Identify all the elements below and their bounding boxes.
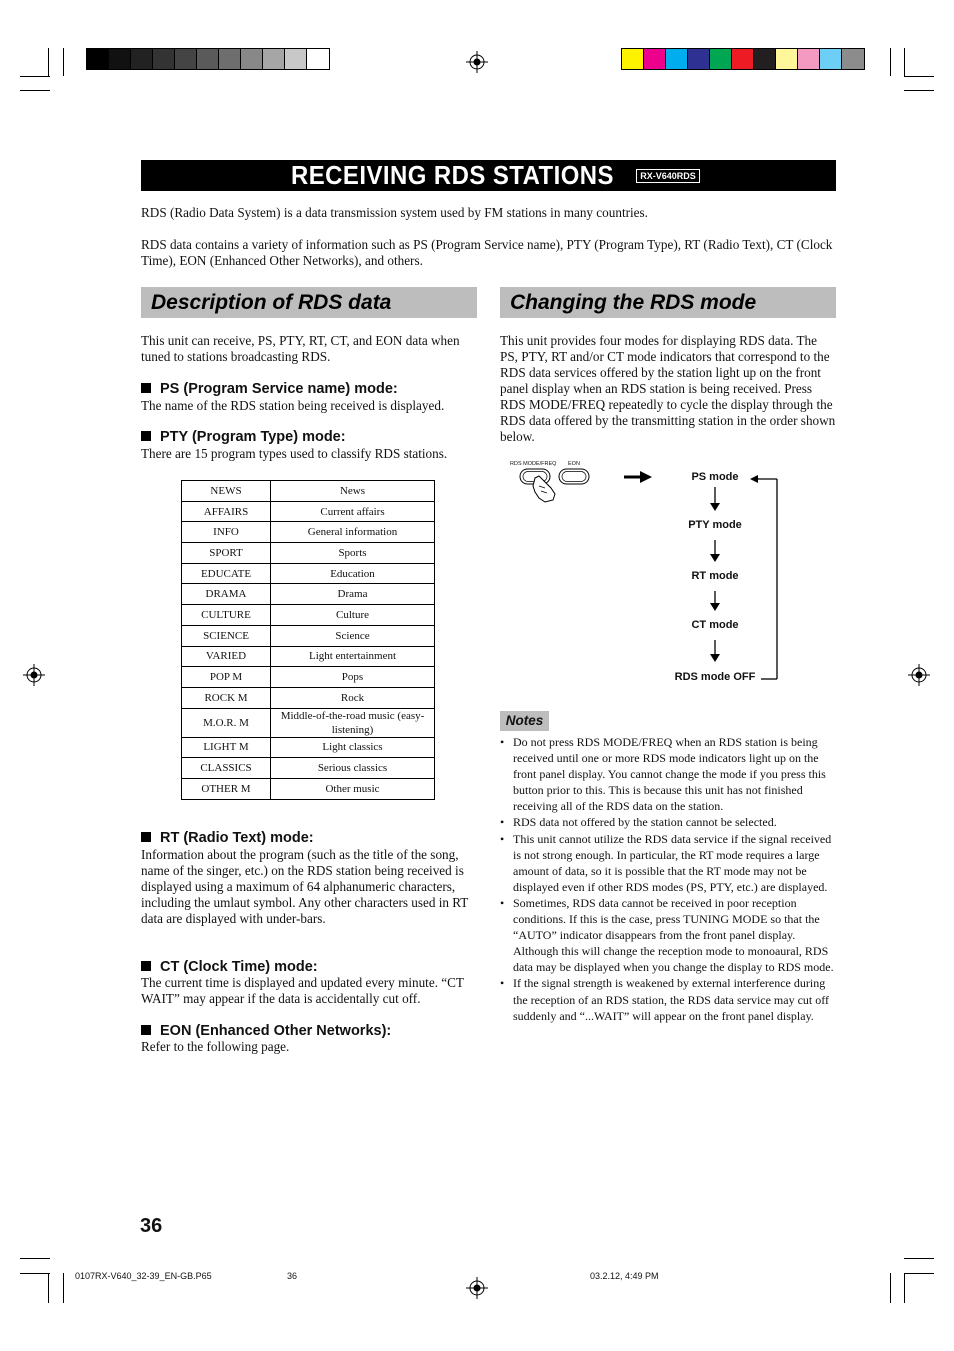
registration-mark-icon [23,664,45,686]
mode-ct: CT mode [691,619,739,631]
page-number: 36 [140,1215,163,1237]
grayscale-calibration-bar [86,48,330,70]
crop-mark [48,1273,49,1303]
pty-mode-heading: PTY (Program Type) mode: [141,429,346,446]
color-calibration-bar [621,48,865,70]
crop-mark [20,1258,50,1259]
calibration-swatch [241,49,263,69]
pty-description-cell: News [271,481,435,502]
list-item: • If the signal strength is weakened by external interference during the reception of an RDS station, the RDS data service may cut off suddenly and “...WAIT” will appear on the front panel display. [500,975,836,1023]
square-bullet-icon [141,383,151,393]
crop-mark [904,76,934,77]
pty-code-cell: VARIED [182,646,271,667]
pty-code-cell: POP M [182,667,271,688]
pty-description-cell: Serious classics [271,758,435,779]
table-row [182,646,435,667]
pty-description-cell: Science [271,625,435,646]
pty-description-cell: Sports [271,543,435,564]
pty-code-cell: INFO [182,522,271,543]
crop-mark [63,1273,64,1303]
table-row [182,543,435,564]
pty-description-cell: Light classics [271,737,435,758]
pty-description-cell: Other music [271,778,435,799]
calibration-swatch [263,49,285,69]
crop-mark [20,1273,50,1274]
mode-ps: PS mode [691,471,739,483]
list-item: • This unit cannot utilize the RDS data service if the signal received is not strong enough. In particular, the RT mode requires a large amount of data, so it is possible that the RT mode may not be displayed even if other RDS modes (PS, PTY, etc.) are displayed. [500,831,836,895]
pty-description-cell: Drama [271,584,435,605]
table-row [182,687,435,708]
intro-paragraph-2: RDS data contains a variety of information such as PS (Program Service name), PTY (Program Type), RT (Radio Text), CT (Clock Time), EON (Enhanced Other Networks), and others. [141,237,833,268]
calibration-swatch [688,49,710,69]
mode-rds-off: RDS mode OFF [674,671,756,683]
mode-cycle-arrows-icon [700,470,790,690]
pty-description-cell: General information [271,522,435,543]
square-bullet-icon [141,832,151,842]
calibration-swatch [776,49,798,69]
table-row [182,737,435,758]
pty-code-cell: M.O.R. M [182,708,271,737]
table-row [182,625,435,646]
footer-date: 03.2.12, 4:49 PM [590,1271,659,1281]
calibration-swatch [219,49,241,69]
square-bullet-icon [141,961,151,971]
calibration-swatch [175,49,197,69]
pty-code-cell: LIGHT M [182,737,271,758]
calibration-swatch [109,49,131,69]
calibration-swatch [87,49,109,69]
crop-mark [904,48,905,76]
calibration-swatch [622,49,644,69]
crop-mark [904,1273,934,1274]
button-label-rds-mode-freq: RDS MODE/FREQ [510,461,557,467]
square-bullet-icon [141,431,151,441]
pty-code-cell: CLASSICS [182,758,271,779]
program-type-table [181,480,435,800]
pty-description-cell: Culture [271,605,435,626]
calibration-swatch [153,49,175,69]
crop-mark [904,1273,905,1303]
calibration-swatch [131,49,153,69]
section-heading-changing-mode: Changing the RDS mode [500,287,836,318]
description-intro: This unit can receive, PS, PTY, RT, CT, and EON data when tuned to stations broadcasting RDS. [141,333,460,364]
crop-mark [890,1273,891,1303]
mode-rt: RT mode [691,570,739,582]
calibration-swatch [842,49,864,69]
registration-mark-icon [908,664,930,686]
ps-mode-body: The name of the RDS station being received is displayed. [141,398,445,413]
pty-description-cell: Current affairs [271,501,435,522]
crop-mark [48,48,49,76]
list-item: • Sometimes, RDS data cannot be received in poor reception conditions. If this is the case, press TUNING MODE so that the “AUTO” indicator disappears from the front panel display. Although this will change the reception mode to monoaural, RDS data may be displayed when you change the display to RDS mode. [500,895,836,975]
registration-mark-icon [466,1277,488,1299]
footer-page: 36 [287,1271,298,1281]
pty-description-cell: Light entertainment [271,646,435,667]
pty-code-cell: SPORT [182,543,271,564]
calibration-swatch [754,49,776,69]
pty-description-cell: Rock [271,687,435,708]
calibration-swatch [197,49,219,69]
list-item: • RDS data not offered by the station cannot be selected. [500,814,836,830]
pty-code-cell: NEWS [182,481,271,502]
list-item: • Do not press RDS MODE/FREQ when an RDS station is being received until one or more RDS mode indicators light up on the front panel display. You cannot change the mode if you press this button prior to this. This is because this unit has not finished receiving all of the RDS data on the station. [500,734,836,814]
pty-description-cell: Education [271,563,435,584]
registration-mark-icon [466,51,488,73]
button-label-eon: EON [568,461,580,467]
pty-code-cell: EDUCATE [182,563,271,584]
table-row [182,778,435,799]
pty-description-cell: Middle-of-the-road music (easy-listening) [271,708,435,737]
crop-mark [63,48,64,76]
crop-mark [890,48,891,76]
pty-code-cell: ROCK M [182,687,271,708]
calibration-swatch [798,49,820,69]
pty-description-cell: Pops [271,667,435,688]
table-row [182,501,435,522]
eon-heading: EON (Enhanced Other Networks): [141,1023,391,1040]
pty-code-cell: DRAMA [182,584,271,605]
pty-code-cell: AFFAIRS [182,501,271,522]
crop-mark [904,1258,934,1259]
pty-code-cell: OTHER M [182,778,271,799]
right-arrow-icon [624,471,652,483]
remote-buttons-pressing-hand-icon [515,466,595,506]
square-bullet-icon [141,1025,151,1035]
pty-mode-body: There are 15 program types used to classify RDS stations. [141,446,448,461]
ps-mode-heading: PS (Program Service name) mode: [141,381,398,398]
table-row [182,563,435,584]
crop-mark [20,76,50,77]
mode-pty: PTY mode [688,519,742,531]
calibration-swatch [710,49,732,69]
calibration-swatch [666,49,688,69]
page-title: RECEIVING RDS STATIONS [291,160,615,190]
page-title-bar [141,160,836,191]
calibration-swatch [820,49,842,69]
crop-mark [904,90,934,91]
intro-paragraph-1: RDS (Radio Data System) is a data transmission system used by FM stations in many countries. [141,205,648,220]
table-row [182,708,435,737]
pty-code-cell: CULTURE [182,605,271,626]
calibration-swatch [307,49,329,69]
footer-file: 0107RX-V640_32-39_EN-GB.P65 [75,1271,212,1281]
section-heading-description: Description of RDS data [141,287,477,318]
calibration-swatch [285,49,307,69]
model-badge: RX-V640RDS [636,169,700,183]
changing-mode-intro: This unit provides four modes for displaying RDS data. The PS, PTY, RT and/or CT mode indicators that correspond to the RDS data services offered by the station light up on the front panel display when an RDS station is being received. Press RDS MODE/FREQ repeatedly to cycle the display through the RDS data offered by the transmitting station in the order shown below. [500,333,836,444]
rt-mode-heading: RT (Radio Text) mode: [141,830,314,847]
table-row [182,667,435,688]
table-row [182,522,435,543]
rt-mode-body: Information about the program (such as the title of the song, name of the singer, etc.) on the RDS station being received is displayed using a maximum of 64 alphanumeric characters, including the umlaut symbol. Any other characters used in RT data are displayed with under-bars. [141,847,469,926]
calibration-swatch [732,49,754,69]
table-row [182,584,435,605]
eon-body: Refer to the following page. [141,1039,290,1054]
ct-mode-body: The current time is displayed and updated every minute. “CT WAIT” may appear if the data is accidentally cut off. [141,975,464,1006]
calibration-swatch [644,49,666,69]
notes-list [500,734,836,1024]
table-row [182,481,435,502]
crop-mark [20,90,50,91]
table-row [182,605,435,626]
pty-code-cell: SCIENCE [182,625,271,646]
table-row [182,758,435,779]
notes-heading: Notes [500,711,549,731]
ct-mode-heading: CT (Clock Time) mode: [141,959,318,976]
